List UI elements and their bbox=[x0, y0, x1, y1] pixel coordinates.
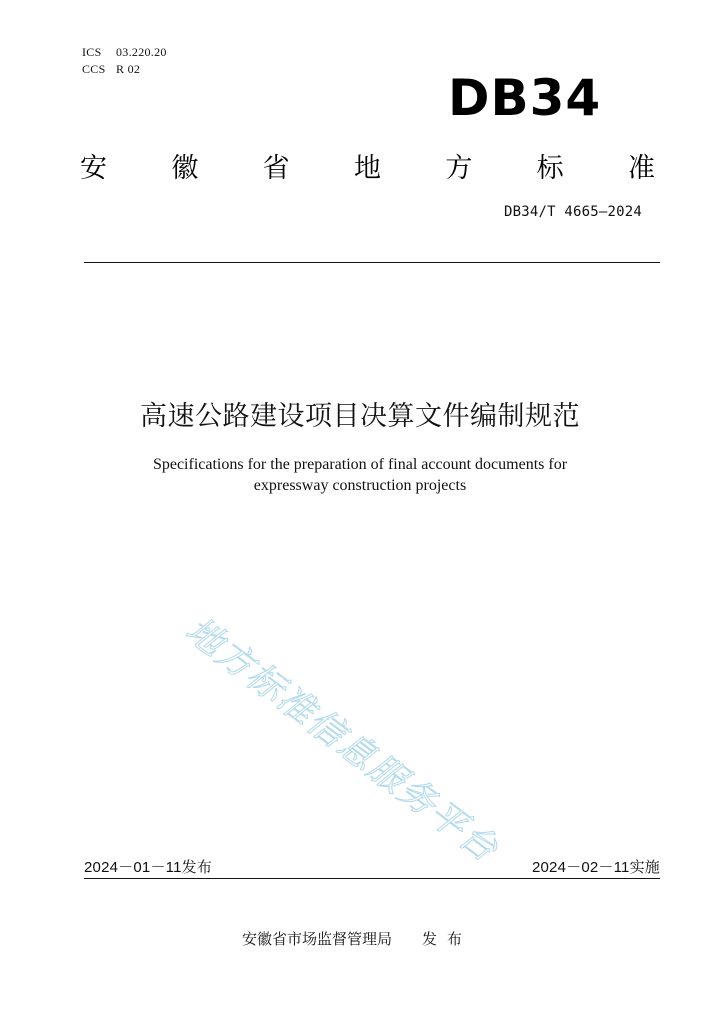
standard-title-char: 方 bbox=[445, 152, 473, 184]
ics-code bbox=[82, 45, 167, 59]
publisher-name: 安徽省市场监督管理局 bbox=[242, 930, 393, 948]
issue-date: 2024－01－11发布 bbox=[84, 859, 213, 876]
standard-title bbox=[80, 145, 655, 185]
platform-watermark: 地方标准信息服务平台 bbox=[177, 609, 507, 871]
standard-title-char: 准 bbox=[627, 152, 655, 184]
bottom-divider bbox=[84, 878, 660, 879]
implementation-date: 2024－02－11实施 bbox=[531, 859, 660, 876]
ccs-label: CCS bbox=[82, 62, 106, 76]
ccs-value: R 02 bbox=[116, 62, 141, 76]
document-title-chinese: 高速公路建设项目决算文件编制规范 bbox=[140, 401, 580, 432]
standard-title-char: 安 bbox=[80, 152, 107, 184]
ics-label: ICS bbox=[82, 45, 102, 59]
english-title-line-1: Specifications for the preparation of final account documents for bbox=[152, 456, 568, 473]
standard-title-char: 标 bbox=[536, 152, 564, 184]
english-title-line-2: expressway construction projects bbox=[253, 477, 467, 494]
db34-logo: DB34 bbox=[448, 69, 602, 127]
standard-title-char: 徽 bbox=[171, 152, 199, 184]
publisher-line bbox=[242, 928, 472, 949]
standard-number: DB34/T 4665—2024 bbox=[503, 204, 642, 220]
standard-title-char: 省 bbox=[262, 152, 290, 184]
document-title-english bbox=[0, 454, 720, 496]
publish-action: 发布 bbox=[422, 930, 473, 948]
top-divider bbox=[84, 262, 660, 263]
standard-title-char: 地 bbox=[353, 152, 381, 184]
ics-value: 03.220.20 bbox=[116, 45, 167, 59]
ccs-code bbox=[82, 62, 140, 76]
